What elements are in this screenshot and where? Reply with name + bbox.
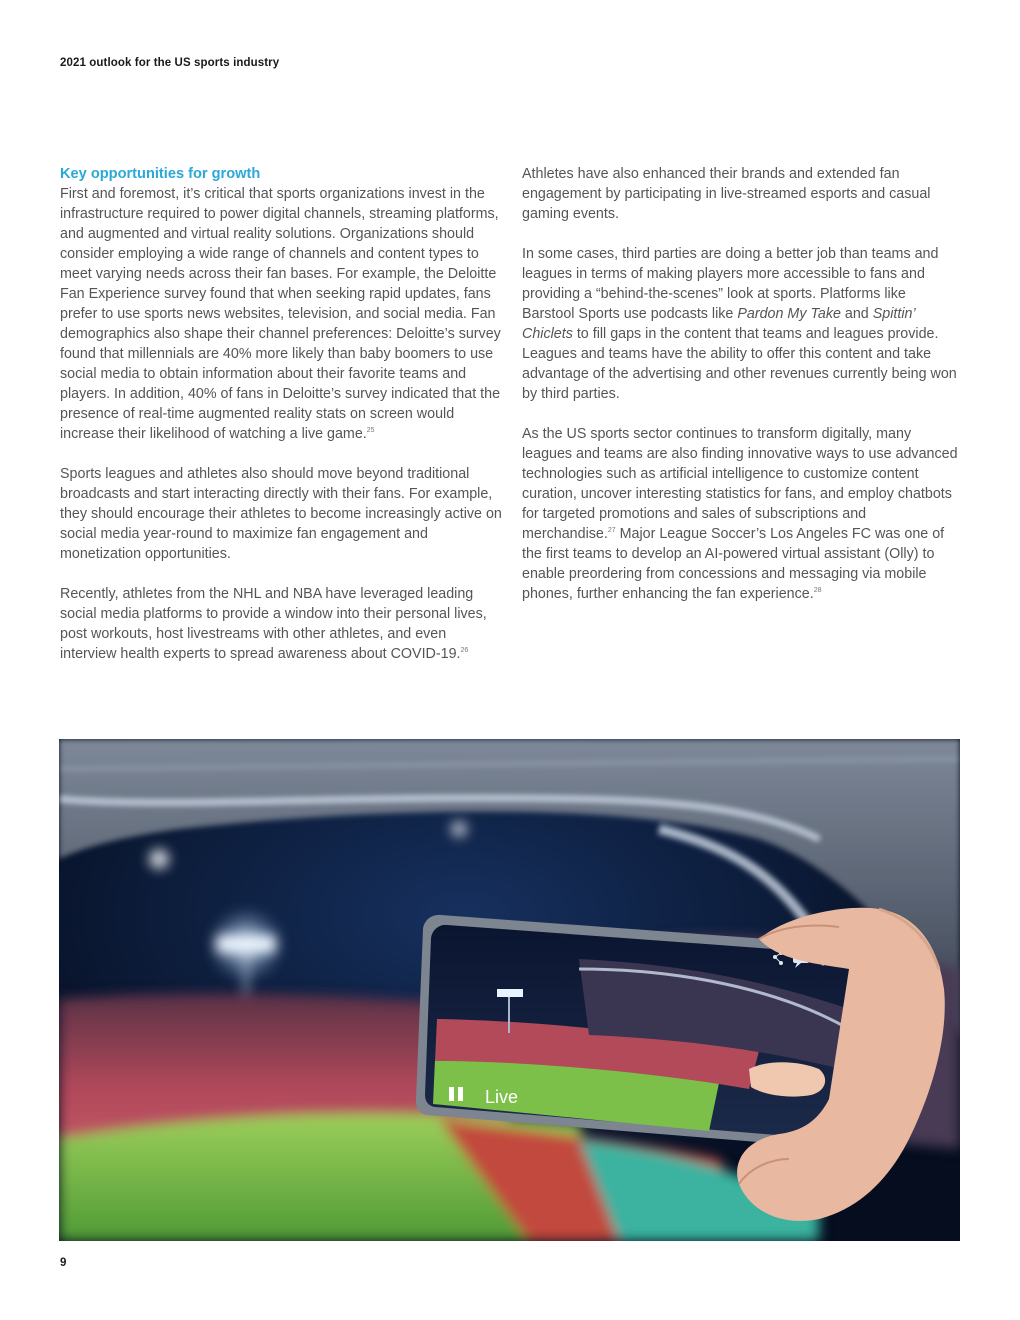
stadium-phone-photo bbox=[59, 739, 960, 1241]
running-head-title: 2021 outlook for the US sports industry bbox=[60, 57, 280, 69]
section-heading: Key opportunities for growth bbox=[60, 166, 261, 182]
stadium-illustration bbox=[59, 739, 960, 1241]
right-column bbox=[522, 164, 962, 624]
podcast-title: Pardon My Take bbox=[737, 306, 841, 322]
live-label: Live bbox=[485, 1087, 519, 1107]
left-column bbox=[60, 164, 502, 684]
page-number: 9 bbox=[60, 1257, 67, 1269]
paragraph-direct-interaction: Sports leagues and athletes also should move beyond traditional broadcasts and start interacting directly with their fans. For example, they should encourage their athletes to become increasingly active on social media year-round to maximize fan engagement and monetization opportunities. bbox=[60, 466, 502, 562]
paragraph-athletes-social: Recently, athletes from the NHL and NBA have leveraged leading social media platforms to provide a window into their personal lives, post workouts, host livestreams with other athletes, and even interview health experts to spread awareness about COVID-19.26 bbox=[60, 586, 487, 662]
paragraph-infrastructure: First and foremost, it’s critical that sports organizations invest in the infrastructure required to power digital channels, streaming platforms, and augmented and virtual reality solutions. Organizations should consider employing a wide range of channels and content types to meet varying needs across their fan bases. For example, the Deloitte Fan Experience survey found that when seeking rapid updates, fans prefer to use sports news websites, television, and social media. Fan demographics also shape their channel preferences: Deloitte’s survey found that millennials are 40% more likely than baby boomers to use social media to obtain information about their favorite teams and players. In addition, 40% of fans in Deloitte’s survey indicated that the presence of real-time augmented reality stats on screen would increase their likelihood of watching a live game.$^{25}$ bbox=[60, 186, 501, 442]
footnote-ref-26: 26 bbox=[460, 647, 469, 655]
paragraph-third-parties: In some cases, third parties are doing a better job than teams and leagues in terms of making players more accessible to fans and providing a “behind-the-scenes” look at sports. Platforms like Barstool Sports use podcasts like Pardon My Take and Spittin’ Chiclets to fill gaps in the content that teams and leagues provide. Leagues and teams have the ability to offer this content and take advantage of the advertising and other revenues currently being won by third parties. bbox=[522, 246, 957, 402]
paragraph-ai-technologies: As the US sports sector continues to transform digitally, many leagues and teams are also finding innovative ways to use advanced technologies such as artificial intelligence to customize content curation, uncover interesting statistics for fans, and employ chatbots for targeted promotions and sales of subscriptions and merchandise.$^{27}$ Major League Soccer’s Los Angeles FC was one of the first teams to develop an AI-powered virtual assistant (Olly) to enable preordering from concessions and messaging via mobile phones, further enhancing the fan experience.$^{28}$ bbox=[522, 426, 958, 602]
podcast-title: Spittin’ Chiclets bbox=[522, 306, 915, 342]
footnote-ref-27: 27 bbox=[607, 527, 616, 535]
footnote-ref-25: 25 bbox=[366, 427, 375, 435]
footnote-ref-28: 28 bbox=[813, 587, 822, 595]
paragraph-esports: Athletes have also enhanced their brands and extended fan engagement by participating in live-streamed esports and casual gaming events. bbox=[522, 166, 931, 222]
